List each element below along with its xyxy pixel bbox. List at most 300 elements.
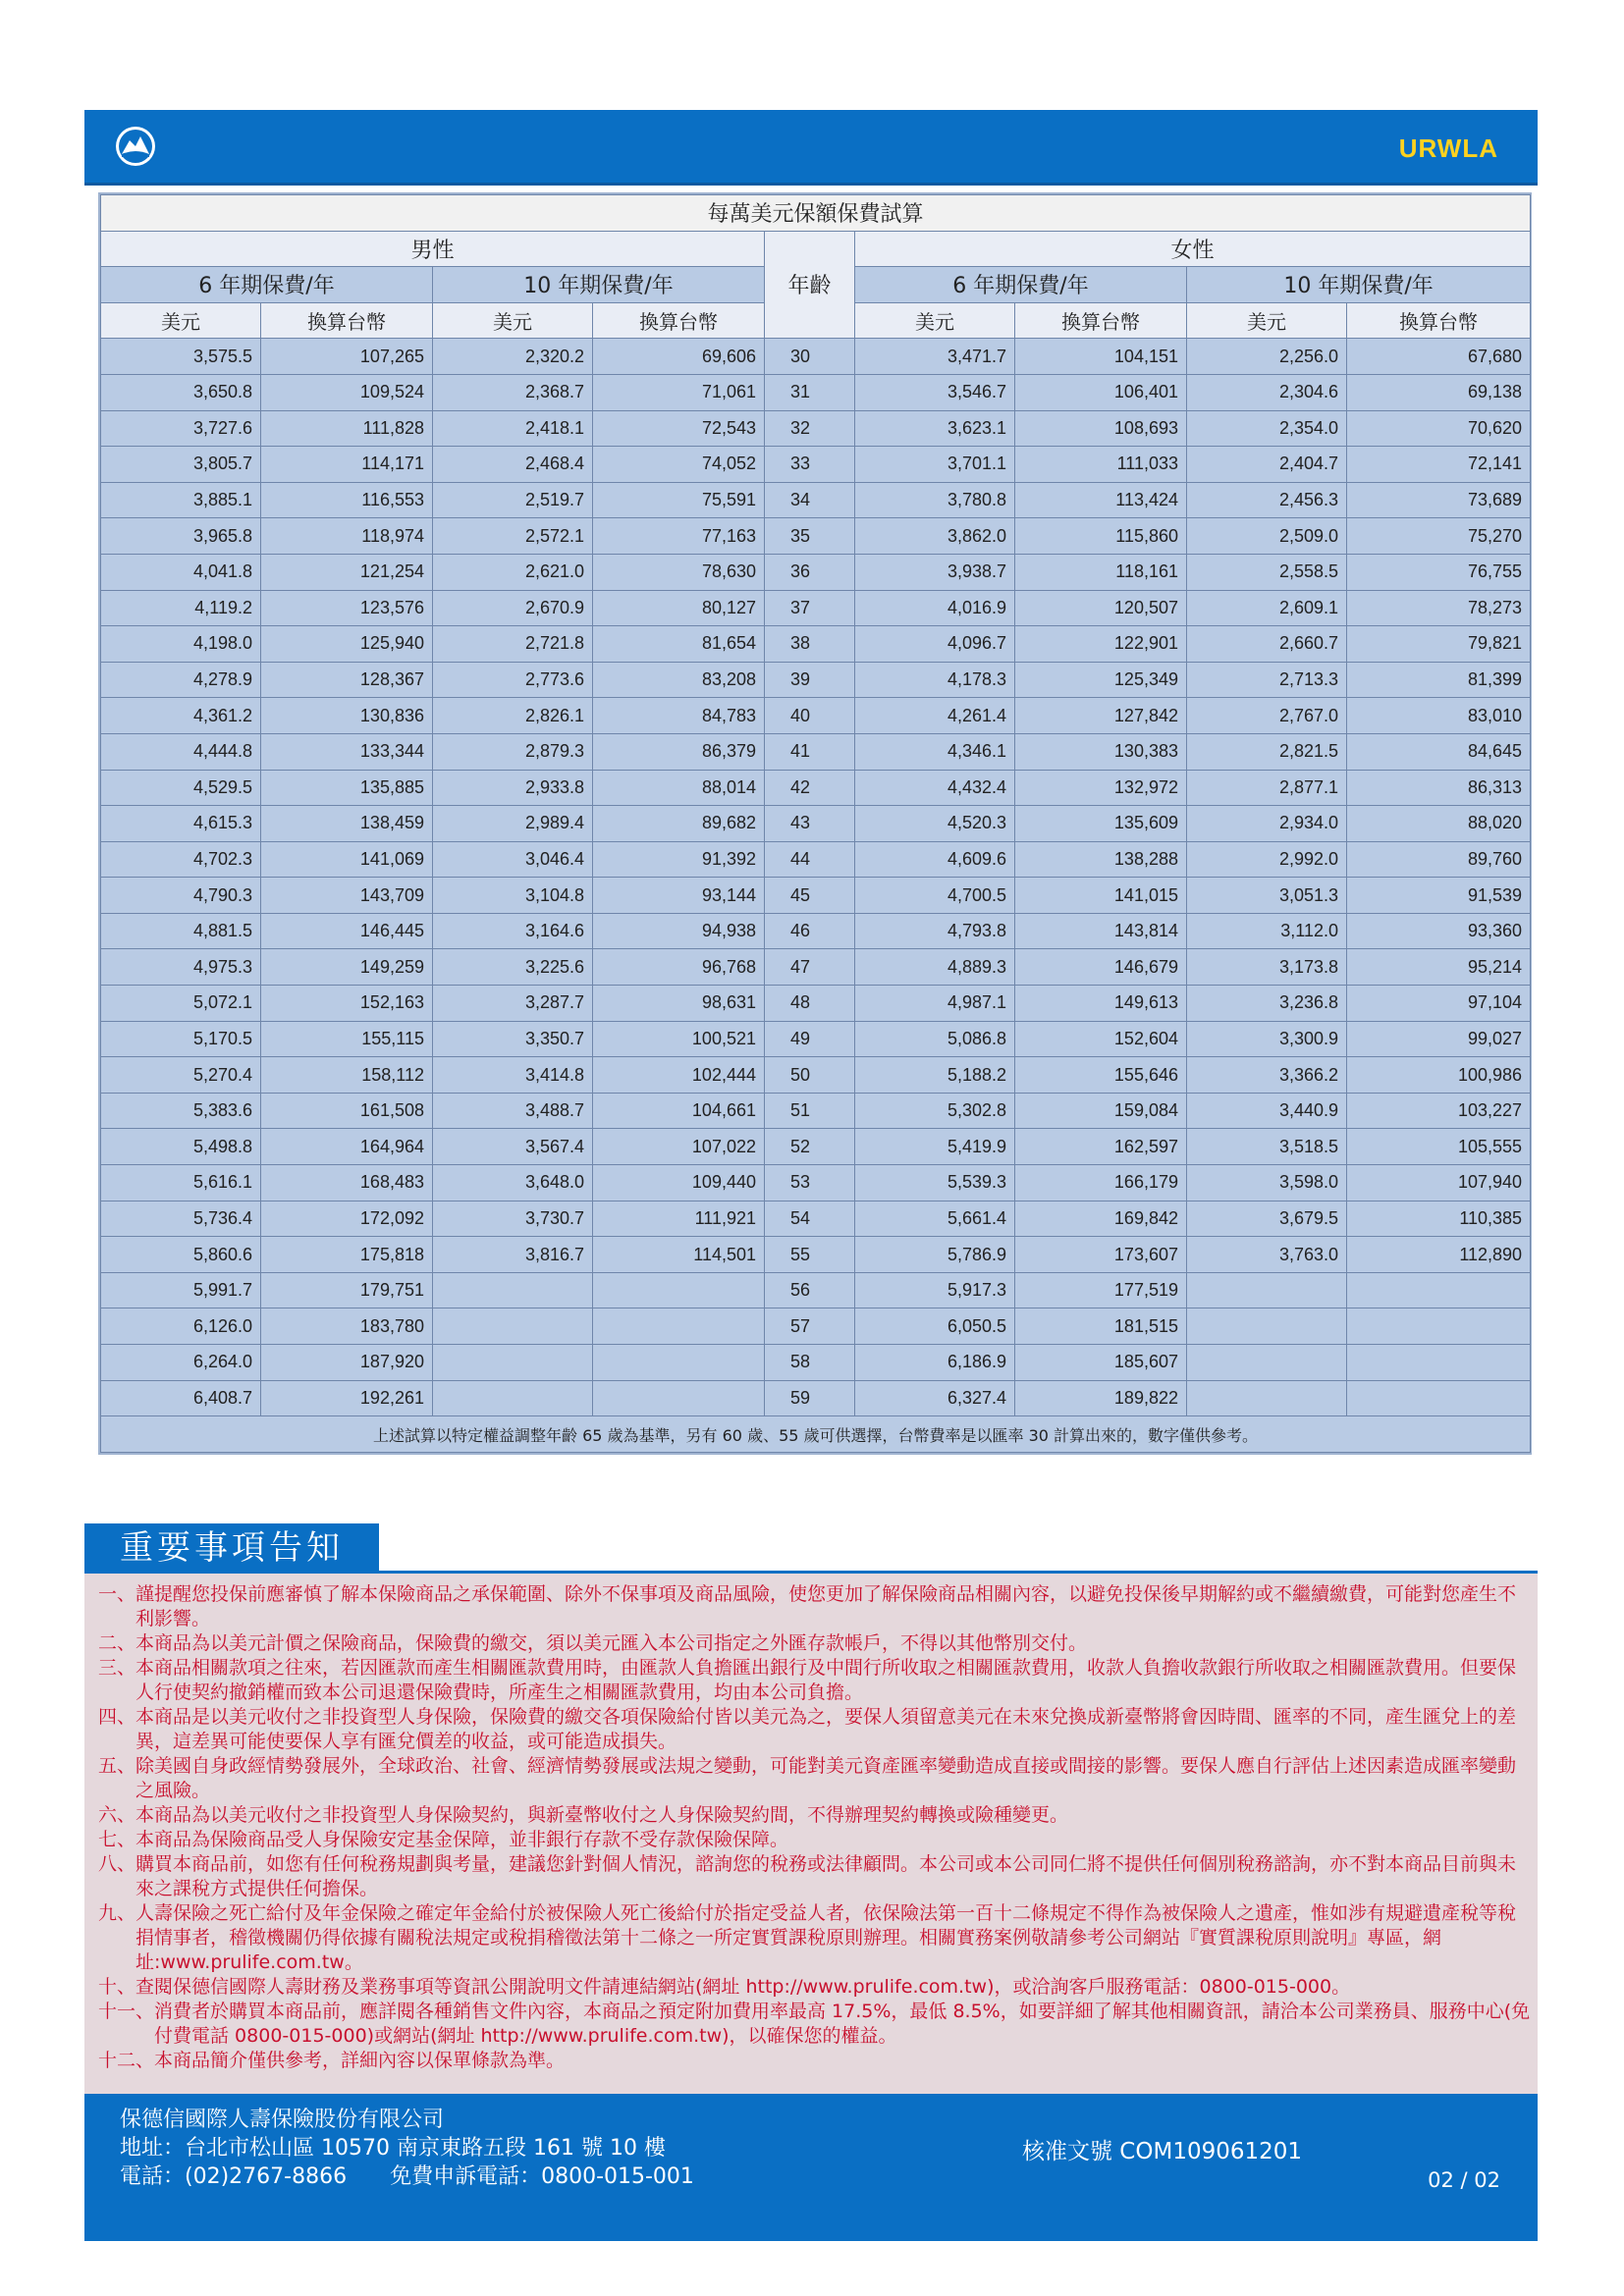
cell-age: 56 <box>765 1272 855 1308</box>
notice-item <box>98 1901 1532 1975</box>
cell-female-6yr-usd: 4,096.7 <box>855 626 1015 663</box>
cell-female-6yr-twd: 122,901 <box>1015 626 1187 663</box>
cell-female-6yr-usd: 4,016.9 <box>855 590 1015 626</box>
twd-header: 換算台幣 <box>261 302 433 339</box>
cell-female-6yr-usd: 5,786.9 <box>855 1237 1015 1273</box>
cell-age: 35 <box>765 518 855 555</box>
cell-male-10yr-usd: 2,879.3 <box>433 733 593 770</box>
cell-male-6yr-usd: 3,650.8 <box>101 374 261 410</box>
cell-female-6yr-twd: 181,515 <box>1015 1308 1187 1345</box>
cell-male-6yr-twd: 109,524 <box>261 374 433 410</box>
cell-female-6yr-usd: 4,432.4 <box>855 770 1015 806</box>
cell-male-6yr-twd: 175,818 <box>261 1237 433 1273</box>
cell-male-6yr-usd: 4,361.2 <box>101 698 261 734</box>
cell-age: 34 <box>765 482 855 518</box>
header-bar <box>84 110 1538 186</box>
cell-female-10yr-usd: 2,404.7 <box>1187 447 1347 483</box>
cell-female-10yr-usd: 3,236.8 <box>1187 986 1347 1022</box>
cell-female-6yr-twd: 130,383 <box>1015 733 1187 770</box>
cell-female-6yr-usd: 6,186.9 <box>855 1345 1015 1381</box>
cell-female-6yr-twd: 132,972 <box>1015 770 1187 806</box>
cell-female-6yr-usd: 4,609.6 <box>855 841 1015 878</box>
cell-female-10yr-usd: 2,354.0 <box>1187 410 1347 447</box>
cell-male-10yr-usd: 2,572.1 <box>433 518 593 555</box>
cell-male-6yr-twd: 152,163 <box>261 986 433 1022</box>
cell-female-6yr-usd: 4,700.5 <box>855 878 1015 914</box>
notice-item-text: 本商品為保險商品受人身保險安定基金保障，並非銀行存款不受存款保險保障。 <box>135 1829 789 1850</box>
cell-male-10yr-usd: 3,488.7 <box>433 1093 593 1129</box>
table-row <box>101 913 1531 949</box>
cell-male-10yr-usd <box>433 1345 593 1381</box>
cell-female-6yr-usd: 3,546.7 <box>855 374 1015 410</box>
cell-male-6yr-usd: 4,278.9 <box>101 662 261 698</box>
cell-male-10yr-twd: 77,163 <box>593 518 765 555</box>
usd-header: 美元 <box>433 302 593 339</box>
cell-female-6yr-usd: 3,701.1 <box>855 447 1015 483</box>
cell-female-10yr-usd <box>1187 1308 1347 1345</box>
cell-female-6yr-twd: 162,597 <box>1015 1129 1187 1165</box>
cell-female-6yr-twd: 104,151 <box>1015 339 1187 375</box>
table-row <box>101 698 1531 734</box>
cell-male-10yr-twd: 88,014 <box>593 770 765 806</box>
cell-female-6yr-usd: 6,327.4 <box>855 1380 1015 1416</box>
cell-age: 45 <box>765 878 855 914</box>
cell-female-10yr-twd: 112,890 <box>1347 1237 1531 1273</box>
cell-female-10yr-usd: 3,051.3 <box>1187 878 1347 914</box>
cell-age: 58 <box>765 1345 855 1381</box>
cell-male-6yr-twd: 138,459 <box>261 806 433 842</box>
cell-male-6yr-twd: 149,259 <box>261 949 433 986</box>
cell-age: 39 <box>765 662 855 698</box>
cell-male-6yr-twd: 158,112 <box>261 1057 433 1094</box>
cell-male-6yr-twd: 164,964 <box>261 1129 433 1165</box>
cell-female-10yr-usd <box>1187 1380 1347 1416</box>
cell-male-6yr-usd: 5,991.7 <box>101 1272 261 1308</box>
cell-male-10yr-usd: 2,468.4 <box>433 447 593 483</box>
cell-male-10yr-twd: 94,938 <box>593 913 765 949</box>
cell-male-6yr-twd: 155,115 <box>261 1021 433 1057</box>
cell-female-10yr-twd: 79,821 <box>1347 626 1531 663</box>
table-row <box>101 1057 1531 1094</box>
table-row <box>101 518 1531 555</box>
table-row <box>101 554 1531 590</box>
cell-male-10yr-twd: 72,543 <box>593 410 765 447</box>
cell-male-6yr-twd: 179,751 <box>261 1272 433 1308</box>
cell-age: 38 <box>765 626 855 663</box>
company-info <box>120 2106 694 2191</box>
cell-female-10yr-usd <box>1187 1272 1347 1308</box>
cell-male-10yr-usd: 2,621.0 <box>433 554 593 590</box>
table-row <box>101 878 1531 914</box>
cell-female-10yr-usd: 2,256.0 <box>1187 339 1347 375</box>
notice-item <box>98 1975 1532 2000</box>
cell-male-6yr-twd: 183,780 <box>261 1308 433 1345</box>
cell-male-10yr-twd: 78,630 <box>593 554 765 590</box>
cell-male-6yr-usd: 6,126.0 <box>101 1308 261 1345</box>
cell-female-10yr-usd: 2,934.0 <box>1187 806 1347 842</box>
notice-item-text: 本商品是以美元收付之非投資型人身保險，保險費的繳交各項保險給付皆以美元為之，要保人須留意美元在未來兌換成新臺幣將會因時間、匯率的不同，產生匯兌上的差異，這差異可能使要保人享有匯兌價差的收益，或可能造成損失。 <box>135 1706 1517 1752</box>
cell-female-6yr-twd: 108,693 <box>1015 410 1187 447</box>
cell-male-6yr-usd: 6,264.0 <box>101 1345 261 1381</box>
cell-male-6yr-twd: 133,344 <box>261 733 433 770</box>
table-row <box>101 806 1531 842</box>
cell-male-6yr-twd: 116,553 <box>261 482 433 518</box>
cell-male-10yr-twd: 84,783 <box>593 698 765 734</box>
cell-male-6yr-usd: 5,736.4 <box>101 1201 261 1237</box>
cell-female-10yr-twd: 95,214 <box>1347 949 1531 986</box>
notice-item-text: 本商品簡介僅供參考，詳細內容以保單條款為準。 <box>154 2050 566 2071</box>
cell-female-10yr-usd: 3,300.9 <box>1187 1021 1347 1057</box>
cell-male-6yr-usd: 3,575.5 <box>101 339 261 375</box>
male-term6-header: 6 年期保費/年 <box>101 267 433 303</box>
cell-male-10yr-twd: 81,654 <box>593 626 765 663</box>
notice-item-number: 六、 <box>98 1804 136 1826</box>
cell-age: 57 <box>765 1308 855 1345</box>
cell-female-10yr-twd: 70,620 <box>1347 410 1531 447</box>
cell-female-10yr-twd: 86,313 <box>1347 770 1531 806</box>
company-address: 地址：台北市松山區 10570 南京東路五段 161 號 10 樓 <box>120 2136 666 2161</box>
cell-male-10yr-twd <box>593 1380 765 1416</box>
cell-male-6yr-twd: 187,920 <box>261 1345 433 1381</box>
cell-male-10yr-twd: 104,661 <box>593 1093 765 1129</box>
cell-female-6yr-twd: 169,842 <box>1015 1201 1187 1237</box>
cell-age: 49 <box>765 1021 855 1057</box>
female-term10-header: 10 年期保費/年 <box>1187 267 1531 303</box>
cell-male-10yr-usd: 2,721.8 <box>433 626 593 663</box>
cell-male-6yr-twd: 192,261 <box>261 1380 433 1416</box>
cell-male-6yr-twd: 141,069 <box>261 841 433 878</box>
cell-male-10yr-usd <box>433 1380 593 1416</box>
notice-item-text: 人壽保險之死亡給付及年金保險之確定年金給付於被保險人死亡後給付於指定受益人者，依保險法第一百十二條規定不得作為被保險人之遺產，惟如涉有規避遺產稅等稅捐情事者，稽徵機關仍得依據有關稅法規定或稅捐稽徵法第十二條之一所定實質課稅原則辦理。相關實務案例敬請參考公司網站『實質課稅原則說明』專區，網址:www.prulife.com.tw。 <box>135 1902 1517 1973</box>
cell-female-10yr-usd: 3,518.5 <box>1187 1129 1347 1165</box>
cell-age: 54 <box>765 1201 855 1237</box>
cell-female-10yr-twd: 103,227 <box>1347 1093 1531 1129</box>
cell-female-6yr-twd: 125,349 <box>1015 662 1187 698</box>
cell-male-10yr-usd: 3,104.8 <box>433 878 593 914</box>
cell-female-10yr-usd: 2,713.3 <box>1187 662 1347 698</box>
notice-item-text: 購買本商品前，如您有任何稅務規劃與考量，建議您針對個人情況，諮詢您的稅務或法律顧問。本公司或本公司同仁將不提供任何個別稅務諮詢，亦不對本商品目前與未來之課稅方式提供任何擔保。 <box>135 1853 1517 1899</box>
cell-age: 50 <box>765 1057 855 1094</box>
cell-female-10yr-twd: 84,645 <box>1347 733 1531 770</box>
cell-male-6yr-usd: 3,805.7 <box>101 447 261 483</box>
cell-female-10yr-twd: 97,104 <box>1347 986 1531 1022</box>
cell-age: 48 <box>765 986 855 1022</box>
twd-header: 換算台幣 <box>1015 302 1187 339</box>
cell-female-6yr-twd: 141,015 <box>1015 878 1187 914</box>
cell-female-6yr-usd: 4,178.3 <box>855 662 1015 698</box>
cell-female-6yr-usd: 3,471.7 <box>855 339 1015 375</box>
notice-item-text: 消費者於購買本商品前，應詳閱各種銷售文件內容，本商品之預定附加費用率最高 17.5%，最低 8.5%，如要詳細了解其他相關資訊，請洽本公司業務員、服務中心(免付費電話 0800-015-000)或網站(網址 http://www.prulife.com.tw)，以確保您的權益。 <box>154 2001 1531 2047</box>
cell-male-10yr-twd <box>593 1345 765 1381</box>
notice-item-text: 本商品為以美元計價之保險商品，保險費的繳交，須以美元匯入本公司指定之外匯存款帳戶，不得以其他幣別交付。 <box>135 1632 1088 1654</box>
table-body <box>101 339 1531 1416</box>
cell-male-6yr-usd: 4,615.3 <box>101 806 261 842</box>
notice-list <box>98 1582 1532 2073</box>
cell-male-6yr-usd: 5,072.1 <box>101 986 261 1022</box>
notice-item <box>98 1828 1532 1852</box>
cell-male-6yr-usd: 5,383.6 <box>101 1093 261 1129</box>
usd-header: 美元 <box>1187 302 1347 339</box>
cell-male-10yr-twd: 75,591 <box>593 482 765 518</box>
twd-header: 換算台幣 <box>593 302 765 339</box>
male-header: 男性 <box>101 231 765 267</box>
cell-male-6yr-twd: 135,885 <box>261 770 433 806</box>
table-row <box>101 662 1531 698</box>
table-row <box>101 374 1531 410</box>
notice-item-text: 本商品相關款項之往來，若因匯款而產生相關匯款費用時，由匯款人負擔匯出銀行及中間行所收取之相關匯款費用，收款人負擔收款銀行所收取之相關匯款費用。但要保人行使契約撤銷權而致本公司退還保險費時，所產生之相關匯款費用，均由本公司負擔。 <box>135 1657 1517 1703</box>
cell-male-6yr-usd: 3,965.8 <box>101 518 261 555</box>
cell-male-10yr-usd <box>433 1308 593 1345</box>
cell-age: 42 <box>765 770 855 806</box>
cell-female-10yr-twd: 89,760 <box>1347 841 1531 878</box>
cell-male-10yr-usd: 2,418.1 <box>433 410 593 447</box>
table-row <box>101 841 1531 878</box>
cell-female-6yr-twd: 166,179 <box>1015 1165 1187 1201</box>
cell-male-6yr-twd: 111,828 <box>261 410 433 447</box>
cell-female-6yr-usd: 4,889.3 <box>855 949 1015 986</box>
approval-number: 核准文號 COM109061201 <box>1022 2139 1303 2164</box>
table-row <box>101 733 1531 770</box>
cell-female-10yr-twd: 110,385 <box>1347 1201 1531 1237</box>
cell-female-10yr-twd: 67,680 <box>1347 339 1531 375</box>
cell-female-6yr-twd: 159,084 <box>1015 1093 1187 1129</box>
cell-female-10yr-usd: 2,509.0 <box>1187 518 1347 555</box>
cell-male-10yr-usd: 2,826.1 <box>433 698 593 734</box>
notice-item-text: 查閱保德信國際人壽財務及業務事項等資訊公開說明文件請連結網站(網址 http://www.prulife.com.tw)，或洽詢客戶服務電話：0800-015-000。 <box>135 1976 1351 1998</box>
cell-female-10yr-twd: 105,555 <box>1347 1129 1531 1165</box>
female-term6-header: 6 年期保費/年 <box>855 267 1187 303</box>
cell-female-6yr-usd: 4,346.1 <box>855 733 1015 770</box>
table-row <box>101 410 1531 447</box>
cell-male-6yr-twd: 118,974 <box>261 518 433 555</box>
cell-female-6yr-usd: 4,520.3 <box>855 806 1015 842</box>
notice-item <box>98 2049 1532 2073</box>
cell-female-6yr-twd: 189,822 <box>1015 1380 1187 1416</box>
notice-title: 重要事項告知 <box>84 1523 379 1573</box>
cell-male-6yr-twd: 125,940 <box>261 626 433 663</box>
cell-male-10yr-twd: 86,379 <box>593 733 765 770</box>
cell-female-10yr-twd: 75,270 <box>1347 518 1531 555</box>
cell-male-6yr-twd: 114,171 <box>261 447 433 483</box>
cell-age: 37 <box>765 590 855 626</box>
notice-item-number: 七、 <box>98 1829 136 1850</box>
table-row <box>101 447 1531 483</box>
table-row <box>101 1308 1531 1345</box>
cell-male-10yr-twd: 91,392 <box>593 841 765 878</box>
cell-age: 59 <box>765 1380 855 1416</box>
cell-female-10yr-twd: 91,539 <box>1347 878 1531 914</box>
cell-female-6yr-twd: 106,401 <box>1015 374 1187 410</box>
cell-male-10yr-usd: 3,287.7 <box>433 986 593 1022</box>
cell-female-10yr-twd: 83,010 <box>1347 698 1531 734</box>
table-row <box>101 1201 1531 1237</box>
cell-male-10yr-twd: 74,052 <box>593 447 765 483</box>
footer-bar <box>84 2094 1538 2241</box>
notice-item <box>98 1803 1532 1828</box>
cell-female-6yr-usd: 5,661.4 <box>855 1201 1015 1237</box>
cell-female-6yr-usd: 5,188.2 <box>855 1057 1015 1094</box>
notice-item-number: 三、 <box>98 1657 136 1679</box>
notice-item-number: 十、 <box>98 1976 136 1998</box>
cell-female-10yr-twd: 76,755 <box>1347 554 1531 590</box>
notice-item-number: 一、 <box>98 1583 136 1605</box>
cell-female-6yr-twd: 135,609 <box>1015 806 1187 842</box>
cell-male-10yr-usd: 3,046.4 <box>433 841 593 878</box>
table-row <box>101 1345 1531 1381</box>
cell-male-6yr-usd: 4,702.3 <box>101 841 261 878</box>
notice-item-number: 十一、 <box>98 2001 155 2022</box>
cell-age: 33 <box>765 447 855 483</box>
cell-female-10yr-twd <box>1347 1345 1531 1381</box>
notice-item <box>98 1852 1532 1901</box>
cell-male-6yr-usd: 5,860.6 <box>101 1237 261 1273</box>
cell-male-6yr-usd: 5,616.1 <box>101 1165 261 1201</box>
cell-male-6yr-twd: 130,836 <box>261 698 433 734</box>
prudential-rock-icon <box>114 125 157 168</box>
cell-male-10yr-twd <box>593 1272 765 1308</box>
cell-female-10yr-usd: 3,598.0 <box>1187 1165 1347 1201</box>
cell-male-6yr-twd: 128,367 <box>261 662 433 698</box>
cell-male-10yr-twd: 107,022 <box>593 1129 765 1165</box>
cell-female-6yr-twd: 138,288 <box>1015 841 1187 878</box>
cell-male-6yr-usd: 5,270.4 <box>101 1057 261 1094</box>
cell-male-6yr-usd: 4,444.8 <box>101 733 261 770</box>
notice-item-text: 除美國自身政經情勢發展外，全球政治、社會、經濟情勢發展或法規之變動，可能對美元資產匯率變動造成直接或間接的影響。要保人應自行評估上述因素造成匯率變動之風險。 <box>135 1755 1517 1801</box>
cell-male-10yr-usd: 2,989.4 <box>433 806 593 842</box>
cell-female-6yr-twd: 146,679 <box>1015 949 1187 986</box>
cell-female-10yr-usd: 2,609.1 <box>1187 590 1347 626</box>
cell-male-10yr-twd: 102,444 <box>593 1057 765 1094</box>
cell-male-6yr-twd: 107,265 <box>261 339 433 375</box>
cell-male-6yr-usd: 6,408.7 <box>101 1380 261 1416</box>
notice-item-number: 十二、 <box>98 2050 155 2071</box>
table-row <box>101 1021 1531 1057</box>
cell-male-6yr-twd: 172,092 <box>261 1201 433 1237</box>
cell-female-6yr-usd: 3,938.7 <box>855 554 1015 590</box>
premium-table <box>100 194 1531 1453</box>
notice-item <box>98 1631 1532 1656</box>
cell-male-10yr-usd: 3,350.7 <box>433 1021 593 1057</box>
notice-item <box>98 1656 1532 1705</box>
cell-female-10yr-twd: 93,360 <box>1347 913 1531 949</box>
cell-male-10yr-usd: 3,164.6 <box>433 913 593 949</box>
cell-female-6yr-usd: 4,261.4 <box>855 698 1015 734</box>
cell-male-6yr-usd: 4,041.8 <box>101 554 261 590</box>
notice-item-number: 四、 <box>98 1706 136 1728</box>
cell-female-10yr-usd: 3,679.5 <box>1187 1201 1347 1237</box>
cell-male-10yr-usd: 2,933.8 <box>433 770 593 806</box>
cell-female-6yr-usd: 3,862.0 <box>855 518 1015 555</box>
cell-female-6yr-twd: 149,613 <box>1015 986 1187 1022</box>
cell-male-6yr-usd: 5,170.5 <box>101 1021 261 1057</box>
cell-male-10yr-twd: 109,440 <box>593 1165 765 1201</box>
cell-female-10yr-twd <box>1347 1380 1531 1416</box>
cell-female-10yr-twd: 73,689 <box>1347 482 1531 518</box>
cell-male-10yr-twd: 111,921 <box>593 1201 765 1237</box>
cell-male-10yr-usd: 2,368.7 <box>433 374 593 410</box>
cell-female-6yr-usd: 6,050.5 <box>855 1308 1015 1345</box>
notice-item-number: 九、 <box>98 1902 136 1924</box>
premium-table-container <box>98 192 1532 1455</box>
cell-female-6yr-twd: 152,604 <box>1015 1021 1187 1057</box>
cell-male-6yr-usd: 4,529.5 <box>101 770 261 806</box>
cell-female-6yr-twd: 155,646 <box>1015 1057 1187 1094</box>
cell-male-10yr-usd: 3,816.7 <box>433 1237 593 1273</box>
table-row <box>101 949 1531 986</box>
cell-male-6yr-usd: 4,975.3 <box>101 949 261 986</box>
cell-age: 47 <box>765 949 855 986</box>
cell-male-10yr-twd: 89,682 <box>593 806 765 842</box>
cell-age: 40 <box>765 698 855 734</box>
cell-male-6yr-twd: 123,576 <box>261 590 433 626</box>
cell-female-10yr-twd: 72,141 <box>1347 447 1531 483</box>
cell-female-10yr-usd: 2,558.5 <box>1187 554 1347 590</box>
notice-item-number: 二、 <box>98 1632 136 1654</box>
cell-female-10yr-usd: 3,112.0 <box>1187 913 1347 949</box>
notice-item <box>98 1705 1532 1754</box>
cell-female-10yr-twd: 99,027 <box>1347 1021 1531 1057</box>
cell-male-10yr-twd <box>593 1308 765 1345</box>
cell-female-10yr-usd: 2,992.0 <box>1187 841 1347 878</box>
cell-female-10yr-twd: 100,986 <box>1347 1057 1531 1094</box>
cell-age: 51 <box>765 1093 855 1129</box>
table-row <box>101 1129 1531 1165</box>
cell-female-6yr-usd: 3,780.8 <box>855 482 1015 518</box>
cell-age: 46 <box>765 913 855 949</box>
cell-female-10yr-usd: 2,767.0 <box>1187 698 1347 734</box>
cell-age: 41 <box>765 733 855 770</box>
cell-male-10yr-usd: 3,730.7 <box>433 1201 593 1237</box>
notice-item-text: 本商品為以美元收付之非投資型人身保險契約，與新臺幣收付之人身保險契約間，不得辦理契約轉換或險種變更。 <box>135 1804 1069 1826</box>
cell-age: 55 <box>765 1237 855 1273</box>
cell-male-10yr-twd: 71,061 <box>593 374 765 410</box>
cell-female-6yr-twd: 118,161 <box>1015 554 1187 590</box>
company-name: 保德信國際人壽保險股份有限公司 <box>120 2108 445 2132</box>
cell-male-6yr-usd: 4,198.0 <box>101 626 261 663</box>
company-phone: 電話：(02)2767-8866 免費申訴電話：0800-015-001 <box>120 2164 694 2189</box>
cell-female-6yr-usd: 5,539.3 <box>855 1165 1015 1201</box>
cell-male-6yr-usd: 4,881.5 <box>101 913 261 949</box>
usd-header: 美元 <box>101 302 261 339</box>
cell-female-10yr-usd: 2,456.3 <box>1187 482 1347 518</box>
table-row <box>101 590 1531 626</box>
table-footnote: 上述試算以特定權益調整年齡 65 歲為基準，另有 60 歲、55 歲可供選擇，台幣費率是以匯率 30 計算出來的，數字僅供參考。 <box>101 1416 1531 1453</box>
notice-item <box>98 1582 1532 1631</box>
cell-age: 36 <box>765 554 855 590</box>
table-row <box>101 482 1531 518</box>
cell-male-6yr-twd: 146,445 <box>261 913 433 949</box>
table-title: 每萬美元保額保費試算 <box>101 195 1531 232</box>
twd-header: 換算台幣 <box>1347 302 1531 339</box>
cell-female-6yr-twd: 120,507 <box>1015 590 1187 626</box>
notice-item-number: 八、 <box>98 1853 136 1875</box>
cell-male-6yr-usd: 5,498.8 <box>101 1129 261 1165</box>
cell-male-10yr-usd: 2,519.7 <box>433 482 593 518</box>
page-number: 02 / 02 <box>1428 2168 1500 2192</box>
female-header: 女性 <box>855 231 1531 267</box>
table-row <box>101 1093 1531 1129</box>
cell-female-10yr-usd: 3,440.9 <box>1187 1093 1347 1129</box>
notice-item <box>98 1754 1532 1803</box>
cell-male-10yr-twd: 69,606 <box>593 339 765 375</box>
cell-male-10yr-twd: 96,768 <box>593 949 765 986</box>
cell-age: 30 <box>765 339 855 375</box>
usd-header: 美元 <box>855 302 1015 339</box>
cell-male-10yr-twd: 98,631 <box>593 986 765 1022</box>
cell-female-10yr-usd: 2,304.6 <box>1187 374 1347 410</box>
cell-male-10yr-usd: 3,414.8 <box>433 1057 593 1094</box>
cell-female-6yr-usd: 5,086.8 <box>855 1021 1015 1057</box>
